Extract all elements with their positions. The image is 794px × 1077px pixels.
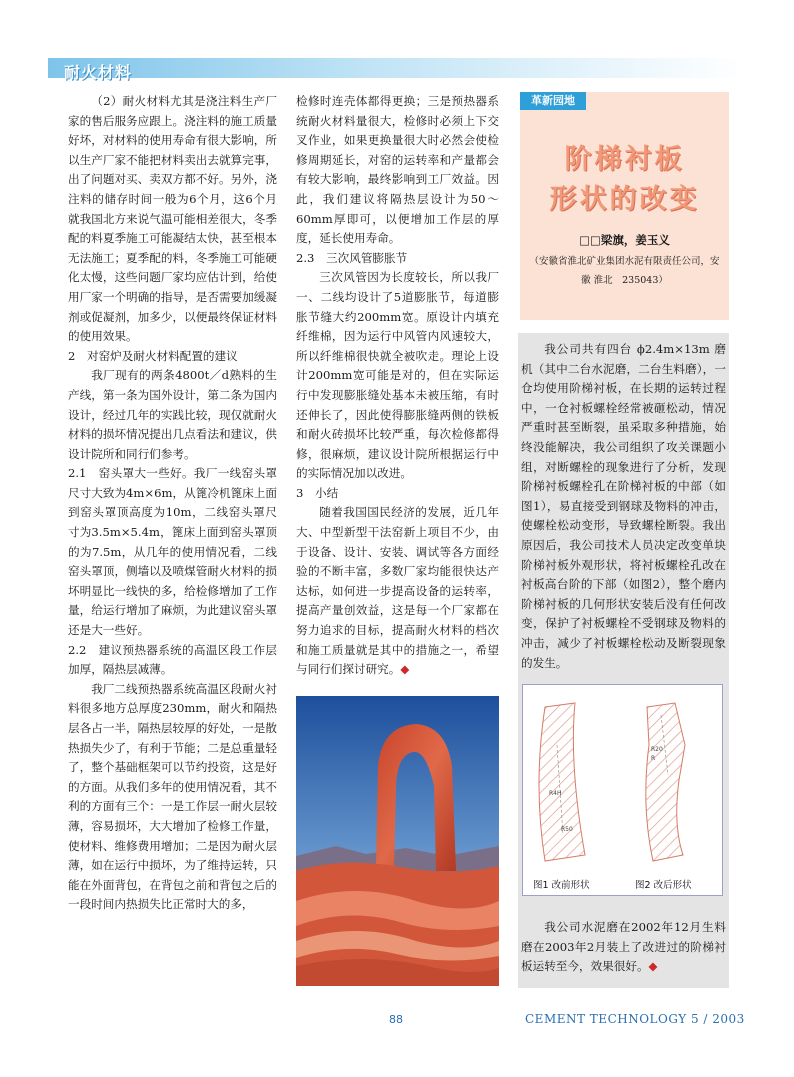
news-body xyxy=(521,340,726,673)
liner-shape-drawing xyxy=(523,685,722,870)
paragraph xyxy=(68,366,277,464)
paragraph xyxy=(68,92,277,347)
end-mark-icon: ◆ xyxy=(648,959,658,974)
paragraph xyxy=(68,680,277,915)
section-heading: 2.1 窑头罩大一些好。我厂一线窑头罩尺寸大致为4m×6m，从篦冷机篦床上面到窑头罩顶高度为10m，二线窑头罩尺寸为3.5m×5.4m，篦床上面到窑头罩顶的为7.5m，从几年的使用情况看，二线窑头罩顶，侧墙以及喷煤管耐火材料的损坏明显比一线快的多，给检修增加了工作量，给运行增加了麻烦，为此建议窑头罩还是大一些好。 xyxy=(68,466,277,638)
figure-caption-1: 图1 改前形状 xyxy=(533,880,590,891)
section-header-band xyxy=(48,58,743,78)
end-mark-icon: ◆ xyxy=(400,662,410,677)
section-heading: 2.2 建议预热器系统的高温区段工作层加厚，隔热层减薄。 xyxy=(68,642,277,677)
news-body-paragraph: 我公司共有四台 ϕ2.4m×13m 磨机（其中二台水泥磨，二台生料磨），一仓均使用阶梯衬板，在长期的运转过程中，一仓衬板螺栓经常被砸松动，情况严重时甚至断裂，虽采取多种措施，始终没能解决，我公司组织了攻关课题小组，对断螺栓的现象进行了分析，发现阶梯衬板螺栓孔在阶梯衬板的中部（如图1），易直接受到钢球及物料的冲击，使螺栓松动变形，导致螺栓断裂。我出原因后，我公司技术人员决定改变单块阶梯衬板外观形状，将衬板螺栓孔改在衬板高台阶的下部（如图2），整个磨内阶梯衬板的几何形状安装后没有任何改变，保护了衬板螺栓不受钢球及物料的冲击，减少了衬板螺栓松动及断裂现象的发生。 xyxy=(521,342,726,670)
label-r4h: R4H xyxy=(549,790,562,797)
left-column xyxy=(68,92,277,915)
paragraph xyxy=(296,503,499,679)
label-r: R xyxy=(651,755,656,762)
section-heading: 3 小结 xyxy=(296,485,339,500)
news-ending-paragraph xyxy=(521,918,726,977)
paragraph-text: 检修时连壳体都得更换；三是预热器系统耐火材料量很大，检修时必须上下交叉作业，如果更换量很大时必然会使检修周期延长，对窑的运转率和产量都会有较大影响，最终影响到工厂效益。因此，我们建议将隔热层设计为50～60mm厚即可，以便增加工作层的厚度，延长使用寿命。 xyxy=(296,94,499,246)
label-r20: R20 xyxy=(651,746,663,753)
news-ending-text: 我公司水泥磨在2002年12月生料磨在2003年2月装上了改进过的阶梯衬板运转至今，效果很好。 xyxy=(521,920,726,974)
paragraph xyxy=(68,464,277,640)
liner-figure xyxy=(522,684,723,896)
paragraph-text: 三次风管因为长度较长，所以我厂一、二线均设计了5道膨胀节，每道膨胀节缝大约200mm宽。原设计内填充纤维棉，因为运行中风管内风速较大，所以纤维棉很快就全被吹走。理论上设计200mm宽可能是对的，但在实际运行中发现膨胀缝处基本未被压缩，有时还伸长了，因此使得膨胀缝两侧的铁板和耐火砖损坏比较严重，每次检修都得修，很麻烦，建议设计院所根据运行中的实际情况加以改进。 xyxy=(296,270,499,481)
paragraph-text: （2）耐火材料尤其是浇注料生产厂家的售后服务应跟上。浇注料的施工质量好坏，对材料的使用寿命有很大影响，所以生产厂家不能把材料卖出去就算完事，出了问题对买、卖双方都不好。另外，浇注料的储存时间一般为6个月，这6个月就我国北方来说气温可能相差很大，冬季配的料夏季施工可能凝结太快，甚至根本无法施工；夏季配的料，冬季施工可能硬化太慢，这些问题厂家均应估计到，给使用厂家一个明确的指导，是否需要加缓凝剂或促凝剂，加多少，以便最终保证材料的使用效果。 xyxy=(68,94,277,344)
news-affiliation: （安徽省淮北矿业集团水泥有限责任公司，安徽 淮北 235043） xyxy=(529,256,720,286)
innovation-news-box xyxy=(520,92,729,320)
arch-photo xyxy=(296,696,499,986)
page-number: 88 xyxy=(389,1013,403,1026)
news-title-line2: 形状的改变 xyxy=(549,184,700,215)
middle-column xyxy=(296,92,499,680)
paragraph-text: 我厂现有的两条4800t／d熟料的生产线，第一条为国外设计，第二条为国内设计，经过几年的实践比较，现仅就耐火材料的损坏情况提出几点看法和建议，供设计院所和同行们参考。 xyxy=(68,368,277,461)
paragraph xyxy=(296,268,499,484)
paragraph xyxy=(296,484,499,504)
news-ending xyxy=(521,918,726,977)
paragraph xyxy=(68,347,277,367)
news-authors: □□梁旗，姜玉义 xyxy=(579,233,670,247)
paragraph-text: 随着我国国民经济的发展，近几年大、中型新型干法窑新上项目不少，由于设备、设计、安装、调试等各方面经验的不断丰富，多数厂家均能很快达产达标，如何进一步提高设备的运转率，提高产量创效益，这是每一个厂家都在努力追求的目标，提高耐火材料的档次和施工质量就是其中的措施之一，希望与同行们探讨研究。 xyxy=(296,505,499,677)
paragraph-text: 我厂二线预热器系统高温区段耐火衬料很多地方总厚度230mm，耐火和隔热层各占一半，隔热层较厚的好处，一是散热损失少了，有利于节能；二是总重量轻了，整个基础框架可以节约投资，这是好的方面。从我们多年的使用情况看，其不利的方面有三个：一是工作层一耐火层较薄，容易损坏，大大增加了检修工作量，使材料、维修费用增加；二是因为耐火层薄，如在运行中损坏，为了维持运转，只能在外面背包，在背包之前和背包之后的一段时间内热损失比正常时大的多， xyxy=(68,681,277,912)
news-title-line1: 阶梯衬板 xyxy=(564,144,685,175)
section-heading: 2.3 三次风管膨胀节 xyxy=(296,250,408,265)
section-heading: 2 对窑炉及耐火材料配置的建议 xyxy=(68,348,238,363)
paragraph xyxy=(296,92,499,249)
section-title: 耐火材料 xyxy=(64,63,133,82)
arch-photo-image xyxy=(296,696,499,986)
paragraph xyxy=(68,641,277,680)
news-tag: 革新园地 xyxy=(520,92,586,110)
magazine-footer: CEMENT TECHNOLOGY 5 / 2003 xyxy=(525,1012,745,1026)
paragraph xyxy=(296,249,499,269)
figure-caption-2: 图2 改后形状 xyxy=(635,880,692,891)
label-r50: R50 xyxy=(561,826,573,833)
